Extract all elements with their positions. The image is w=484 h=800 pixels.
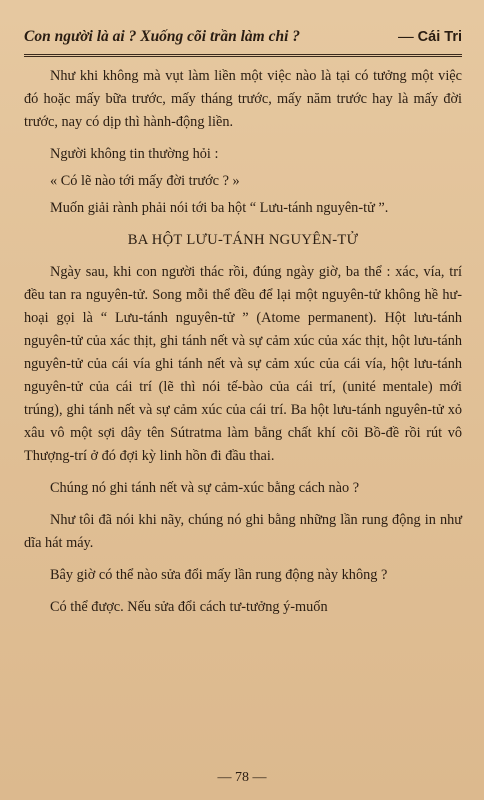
header-author-group (398, 26, 462, 48)
header-author: Cái Tri (417, 29, 462, 45)
paragraph-4: Muốn giải rành phải nói tới ba hột “ Lưu-tánh nguyên-tử ”. (50, 200, 389, 216)
header-dash: — (398, 28, 414, 45)
paragraph-6: Chúng nó ghi tánh nết và sự cảm-xúc bằng cách nào ? (50, 480, 360, 496)
header-title: Con người là ai ? Xuống cõi trần làm chi ? (24, 28, 300, 45)
page-body (24, 65, 462, 619)
paragraph-1: Như khi không mà vụt làm liền một việc nào là tại có tưởng một việc đó hoặc mấy bữa trước, mấy tháng trước, mấy năm trước hay là mấy đời trước, nay có dịp thì hành-động liền. (24, 68, 462, 130)
paragraph-8: Bây giờ có thể nào sửa đổi mấy lần rung động này không ? (50, 567, 388, 583)
paragraph-9: Có thể được. Nếu sửa đổi cách tư-tưởng ý-muốn (50, 599, 328, 615)
paragraph-2: Người không tin thường hỏi : (50, 146, 219, 162)
paragraph-3: « Có lẽ nào tới mấy đời trước ? » (50, 173, 240, 189)
section-title: BA HỘT LƯU-TÁNH NGUYÊN-TỬ (127, 232, 359, 248)
paragraph-5: Ngày sau, khi con người thác rồi, đúng ngày giờ, ba thể : xác, vía, trí đều tan ra nguyên-tử. Song mỗi thể đều để lại một nguyên-tử không hề hư-hoại gọi là “ Lưu-tánh nguyên-tử ” (Atome permanent). Hột lưu-tánh nguyên-tử của xác thịt, ghi tánh nết và sự cảm xúc của xác thịt, hột lưu-tánh nguyên-tử của cái vía ghi tánh nết và sự cảm xúc của cái vía, hột lưu-tánh nguyên-tử của cái trí (lẽ thì nói tế-bào của cái trí, (unité mentale) mới trúng), ghi tánh nết và sự cảm xúc của cái trí. Ba hột lưu-tánh nguyên-tử xỏ xâu vô một sợi dây tên Sútratma làm bằng chất khí cõi Bồ-đề rồi rút vô Thượng-trí ở đó đợi kỳ linh hồn đi đầu thai. (24, 264, 462, 464)
page-number: — 78 — (217, 770, 267, 785)
paragraph-7: Như tôi đã nói khi nãy, chúng nó ghi bằng những lần rung động in như dĩa hát máy. (24, 512, 462, 551)
running-header (24, 26, 462, 57)
